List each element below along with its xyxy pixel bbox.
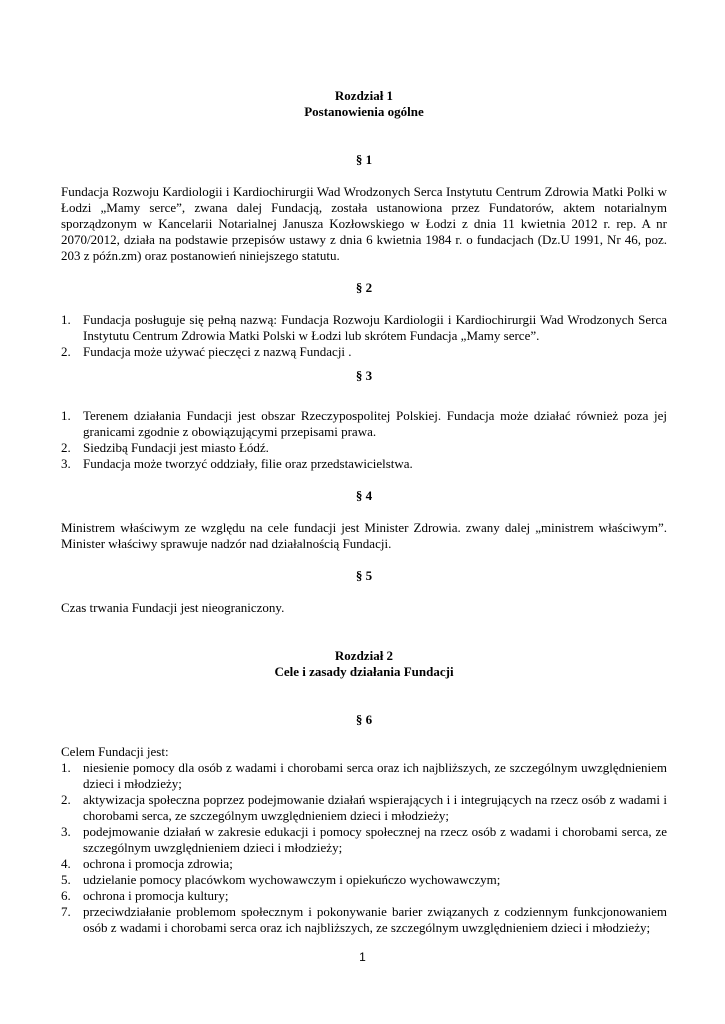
section-2-list — [61, 312, 667, 360]
list-item: 1. niesienie pomocy dla osób z wadami i chorobami serca oraz ich najbliższych, ze szczególnym uwzględnieniem dzieci i młodzieży; — [61, 760, 667, 791]
list-item: 3. podejmowanie działań w zakresie edukacji i pomocy społecznej na rzecz osób z wadami i chorobami serca, ze szczególnym uwzględnieniem dzieci i młodzieży; — [61, 824, 667, 855]
list-item: 1. Fundacja posługuje się pełną nazwą: Fundacja Rozwoju Kardiologii i Kardiochirurgii Wad Wrodzonych Serca Instytutu Centrum Zdrowia Matki Polski w Łodzi lub skrótem Fundacja „Mamy serce”. — [61, 312, 667, 343]
section-3-list — [61, 408, 667, 472]
document-page — [61, 88, 667, 936]
section-1-heading: § 1 — [355, 152, 373, 167]
list-item: 5. udzielanie pomocy placówkom wychowawczym i opiekuńczo wychowawczym; — [61, 872, 501, 887]
section-4-heading: § 4 — [355, 488, 373, 503]
chapter1-heading — [61, 88, 667, 120]
section-5-text: Czas trwania Fundacji jest nieograniczony. — [61, 600, 285, 615]
list-item: 6. ochrona i promocja kultury; — [61, 888, 229, 903]
chapter2-subtitle: Cele i zasady działania Fundacji — [274, 664, 454, 679]
chapter2-title: Rozdział 2 — [334, 648, 394, 663]
section-2-heading: § 2 — [355, 280, 373, 295]
section-6-heading: § 6 — [355, 712, 373, 727]
section-4-text: Ministrem właściwym ze względu na cele fundacji jest Minister Zdrowia. zwany dalej „ministrem właściwym”. Minister właściwy sprawuje nadzór nad działalnością Fundacji. — [61, 520, 667, 551]
section-6-intro: Celem Fundacji jest: — [61, 744, 169, 759]
chapter1-title: Rozdział 1 — [334, 88, 394, 103]
list-item: 3. Fundacja może tworzyć oddziały, filie oraz przedstawicielstwa. — [61, 456, 413, 471]
list-item: 1. Terenem działania Fundacji jest obszar Rzeczypospolitej Polskiej. Fundacja może działać również poza jej granicami zgodnie z obowiązującymi przepisami prawa. — [61, 408, 667, 439]
section-6-list — [61, 760, 667, 936]
section-1-text: Fundacja Rozwoju Kardiologii i Kardiochirurgii Wad Wrodzonych Serca Instytutu Centrum Zdrowia Matki Polki w Łodzi „Mamy serce”, zwana dalej Fundacją, została ustanowiona przez Fundatorów, aktem notarialnym sporządzonym w Kancelarii Notarialnej Janusza Kozłowskiego w Łodzi z dnia 11 kwietnia 2012 r. rep. A nr 2070/2012, działa na podstawie przepisów ustawy z dnia 6 kwietnia 1984 r. o fundacjach (Dz.U 1991, Nr 46, poz. 203 z późn.zm) oraz postanowień niniejszego statutu. — [61, 184, 667, 263]
list-item: 2. Fundacja może używać pieczęci z nazwą Fundacji . — [61, 344, 352, 359]
section-3-heading: § 3 — [355, 368, 373, 383]
list-item: 2. Siedzibą Fundacji jest miasto Łódź. — [61, 440, 269, 455]
section-5-heading: § 5 — [355, 568, 373, 583]
list-item: 2. aktywizacja społeczna poprzez podejmowanie działań wspierających i i integrujących na rzecz osób z wadami i chorobami serca, ze szczególnym uwzględnieniem dzieci i młodzieży; — [61, 792, 667, 823]
page-number: 1 — [359, 950, 366, 964]
chapter1-subtitle: Postanowienia ogólne — [304, 104, 424, 119]
list-item: 4. ochrona i promocja zdrowia; — [61, 856, 233, 871]
list-item: 7. przeciwdziałanie problemom społecznym i pokonywanie barier związanych z codziennym funkcjonowaniem osób z wadami i chorobami serca oraz ich najbliższych, ze szczególnym uwzględnieniem dzieci i młodzieży; — [61, 904, 667, 935]
chapter2-heading — [61, 648, 667, 680]
